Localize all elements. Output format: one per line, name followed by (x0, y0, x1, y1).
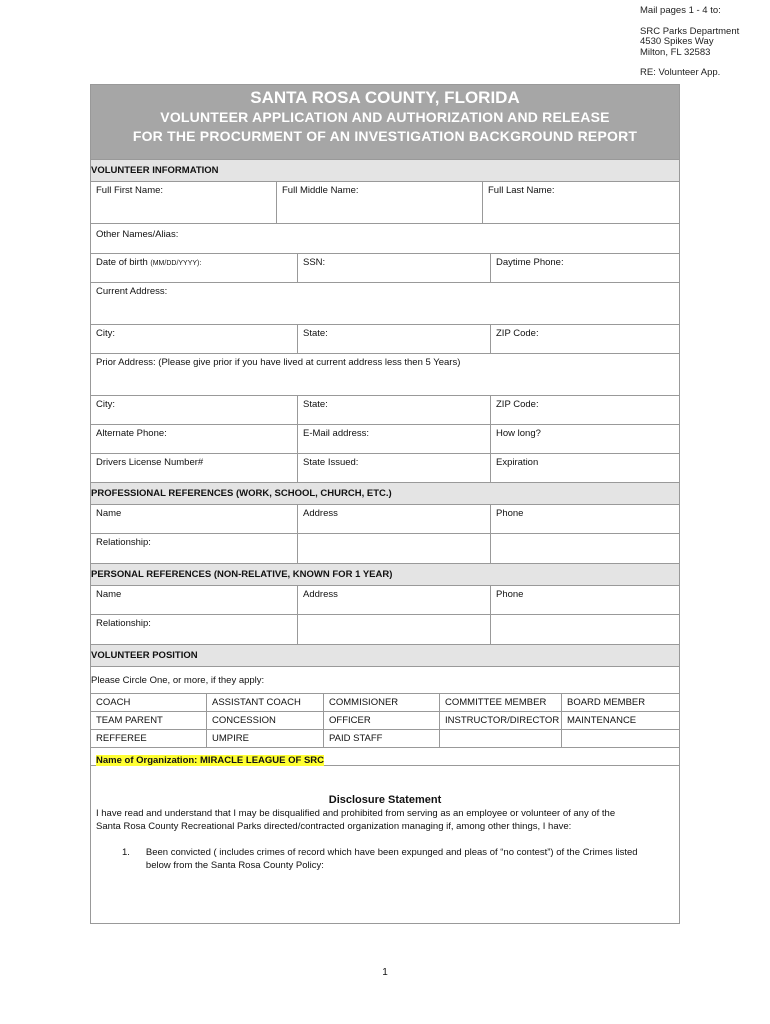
mail-street: 4530 Spikes Way (640, 36, 714, 47)
position-instructions: Please Circle One, or more, if they apply: (91, 667, 679, 694)
prior-zip-field[interactable]: ZIP Code: (496, 399, 539, 410)
current-city-field[interactable]: City: (91, 325, 298, 353)
disclosure-item-line1: Been convicted ( includes crimes of record which have been expunged and pleas of “no contest”) of the Crimes listed (145, 847, 638, 858)
prior-city-row (91, 396, 679, 425)
disclosure-item-number: 1. (122, 847, 130, 858)
dob-label: Date of birth (96, 257, 148, 268)
dob-format: (MM/DD/YYYY): (150, 260, 202, 267)
mail-recipient: SRC Parks Department (640, 25, 740, 37)
position-assistant-coach[interactable]: ASSISTANT COACH (207, 694, 324, 711)
ssn-field[interactable]: SSN: (298, 254, 491, 282)
professional-relationship-row (91, 534, 679, 564)
disclosure-title: Disclosure Statement (328, 794, 442, 806)
county-title: SANTA ROSA COUNTY, FLORIDA (250, 88, 520, 107)
form-header (91, 85, 679, 160)
state-issued-field[interactable]: State Issued: (298, 454, 491, 482)
alias-row (91, 224, 679, 254)
license-row (91, 454, 679, 483)
disclosure-text-line2: Santa Rosa County Recreational Parks directed/contracted organization managing if, among other things, I have: (96, 821, 572, 832)
alternate-phone-field[interactable]: Alternate Phone: (91, 425, 298, 453)
organization-name: Name of Organization: MIRACLE LEAGUE OF SRC (96, 755, 325, 766)
mail-instructions: Mail pages 1 - 4 to: (640, 5, 721, 16)
position-paid-staff[interactable]: PAID STAFF (324, 730, 440, 747)
drivers-license-field[interactable]: Drivers License Number# (91, 454, 298, 482)
dob-row (91, 254, 679, 283)
professional-name-field[interactable]: Name (91, 505, 298, 533)
personal-phone-field[interactable]: Phone (496, 589, 524, 600)
position-referee[interactable]: REFFEREE (91, 730, 207, 747)
professional-blank-1[interactable] (298, 534, 491, 563)
personal-reference-row (91, 586, 679, 615)
position-maintenance[interactable]: MAINTENANCE (567, 715, 637, 726)
position-board-member[interactable]: BOARD MEMBER (567, 697, 646, 708)
organization-row (91, 748, 679, 766)
professional-address-field[interactable]: Address (298, 505, 491, 533)
current-zip-field[interactable]: ZIP Code: (496, 328, 539, 339)
position-concession[interactable]: CONCESSION (207, 712, 324, 729)
position-instructor-director[interactable]: INSTRUCTOR/DIRECTOR (440, 712, 562, 729)
prior-state-field[interactable]: State: (298, 396, 491, 424)
section-volunteer-information: VOLUNTEER INFORMATION (91, 160, 679, 182)
form-title-line2: FOR THE PROCURMENT OF AN INVESTIGATION BACKGROUND REPORT (132, 128, 638, 144)
professional-blank-2[interactable] (491, 534, 679, 563)
prior-address-row (91, 354, 679, 396)
personal-relationship-field[interactable]: Relationship: (91, 615, 298, 644)
current-address-field[interactable]: Current Address: (96, 286, 168, 297)
position-row-2 (91, 712, 679, 730)
volunteer-application-form (90, 84, 680, 924)
dob-field[interactable] (91, 254, 298, 282)
personal-relationship-row (91, 615, 679, 645)
personal-address-field[interactable]: Address (298, 586, 491, 614)
section-personal-references: PERSONAL REFERENCES (NON-RELATIVE, KNOWN FOR 1 YEAR) (91, 564, 679, 586)
mailing-address-block (640, 6, 739, 79)
professional-relationship-field[interactable]: Relationship: (91, 534, 298, 563)
position-blank-1 (440, 730, 562, 747)
personal-blank-2[interactable] (491, 615, 679, 644)
disclosure-item-line2: below from the Santa Rosa County Policy: (145, 860, 324, 871)
prior-address-field[interactable]: Prior Address: (Please give prior if you have lived at current address less then 5 Years) (96, 357, 461, 368)
position-commissioner[interactable]: COMMISIONER (324, 694, 440, 711)
personal-name-field[interactable]: Name (91, 586, 298, 614)
last-name-field[interactable]: Full Last Name: (488, 185, 555, 196)
current-city-row (91, 325, 679, 354)
email-field[interactable]: E-Mail address: (298, 425, 491, 453)
contact-row (91, 425, 679, 454)
disclosure-text-line1: I have read and understand that I may be disqualified and prohibited from serving as an employee or volunteer of any of the (96, 808, 616, 819)
position-umpire[interactable]: UMPIRE (207, 730, 324, 747)
mail-subject: RE: Volunteer App. (640, 67, 721, 78)
position-officer[interactable]: OFFICER (324, 712, 440, 729)
current-state-field[interactable]: State: (298, 325, 491, 353)
expiration-field[interactable]: Expiration (496, 457, 539, 468)
form-title-line1: VOLUNTEER APPLICATION AND AUTHORIZATION AND RELEASE (160, 109, 610, 125)
disclosure-section (91, 766, 679, 872)
section-volunteer-position: VOLUNTEER POSITION (91, 645, 679, 667)
prior-city-field[interactable]: City: (91, 396, 298, 424)
first-name-field[interactable]: Full First Name: (91, 182, 277, 223)
personal-blank-1[interactable] (298, 615, 491, 644)
current-address-row (91, 283, 679, 325)
section-professional-references: PROFESSIONAL REFERENCES (WORK, SCHOOL, CHURCH, ETC.) (91, 483, 679, 505)
how-long-field[interactable]: How long? (496, 428, 541, 439)
position-coach[interactable]: COACH (91, 694, 207, 711)
position-committee-member[interactable]: COMMITTEE MEMBER (440, 694, 562, 711)
page-number: 1 (382, 967, 388, 978)
mail-city: Milton, FL 32583 (640, 46, 711, 58)
position-row-1 (91, 694, 679, 712)
position-blank-2 (562, 730, 679, 747)
disclosure-item-1 (96, 846, 674, 872)
name-row (91, 182, 679, 224)
other-names-field[interactable]: Other Names/Alias: (96, 229, 179, 240)
position-row-3 (91, 730, 679, 748)
disclosure-item-text (146, 846, 674, 872)
professional-phone-field[interactable]: Phone (496, 508, 524, 519)
middle-name-field[interactable]: Full Middle Name: (277, 182, 483, 223)
professional-reference-row (91, 505, 679, 534)
position-team-parent[interactable]: TEAM PARENT (91, 712, 207, 729)
daytime-phone-field[interactable]: Daytime Phone: (496, 257, 564, 268)
